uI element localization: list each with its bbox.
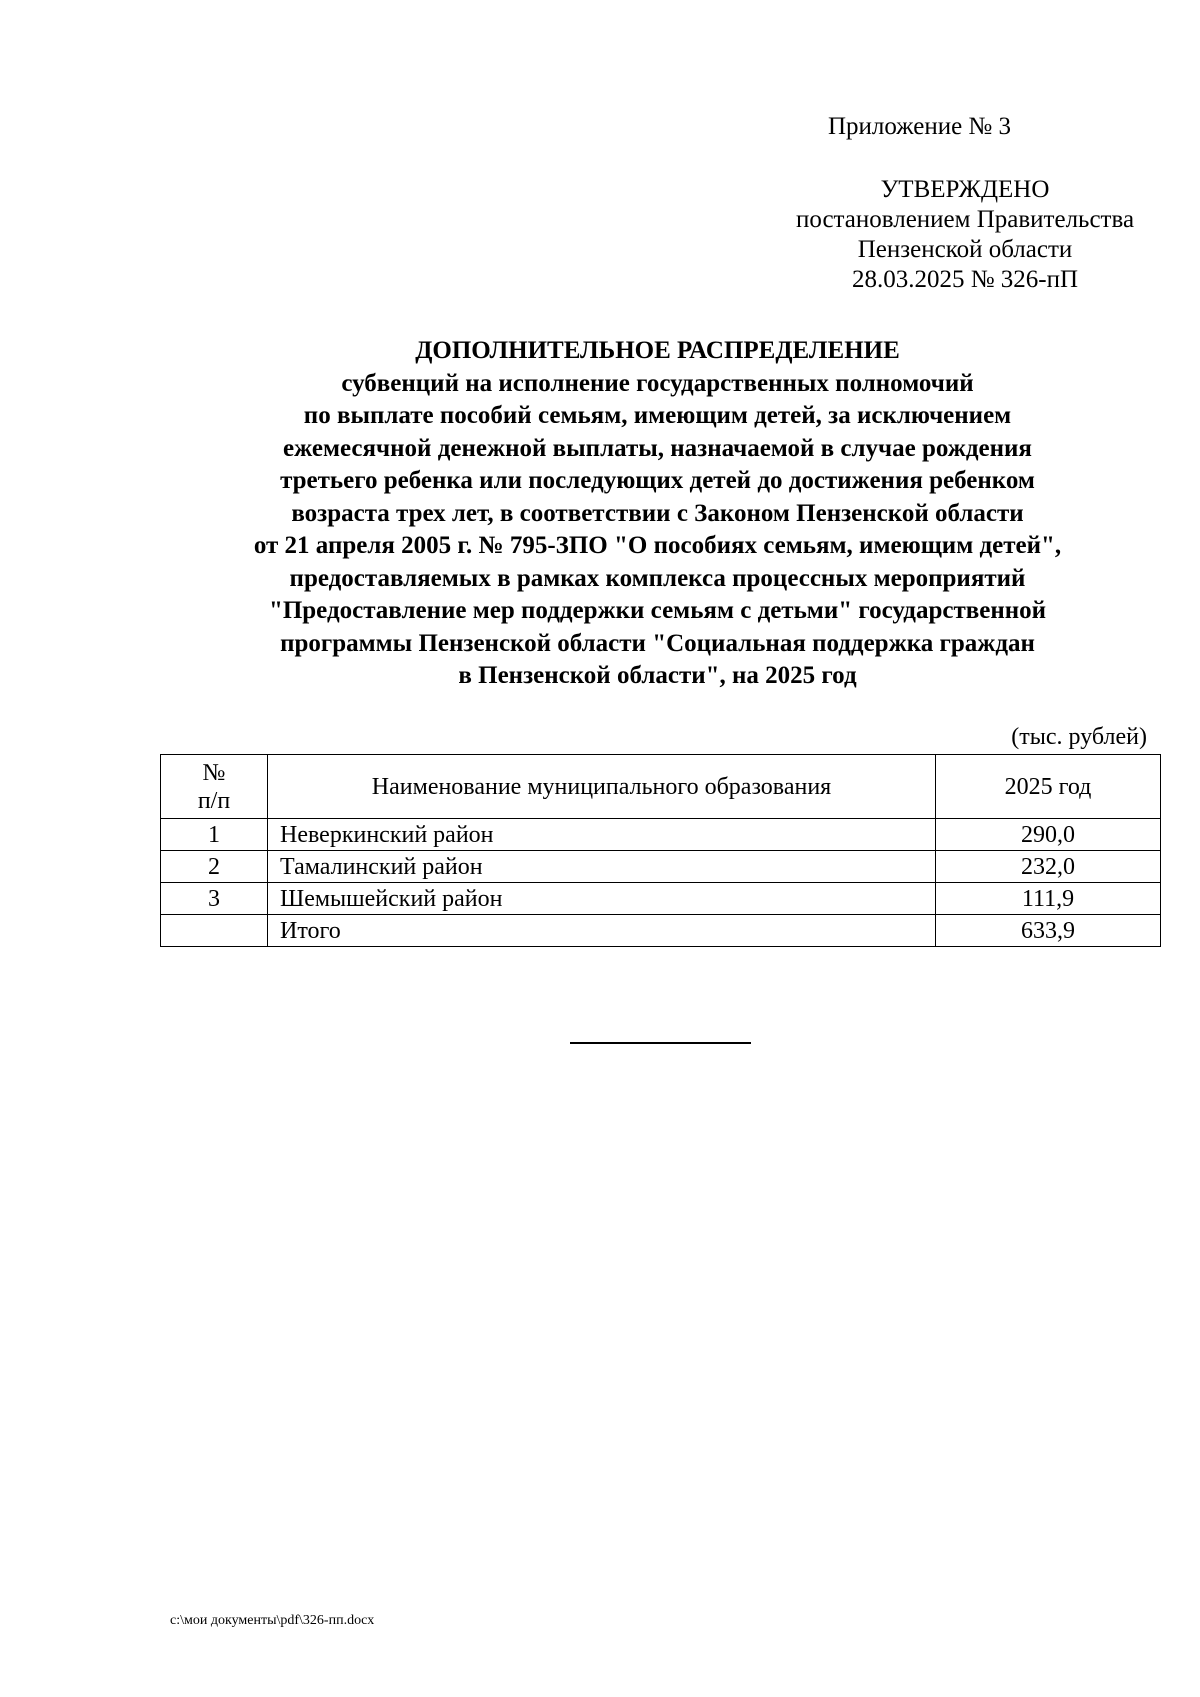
header-value: 2025 год: [936, 755, 1161, 819]
units-label: (тыс. рублей): [1011, 724, 1147, 750]
header-num-line-1: №: [202, 759, 226, 786]
title-line: предоставляемых в рамках комплекса процессных мероприятий: [289, 564, 1026, 592]
row-num: 1: [161, 819, 268, 851]
header-num: [161, 755, 268, 819]
document-title: [150, 335, 1165, 693]
distribution-table: [160, 754, 1161, 947]
table-row: [161, 851, 1161, 883]
table-row: [161, 819, 1161, 851]
file-path: c:\мои документы\pdf\326-пп.docx: [170, 1613, 375, 1628]
approval-block: [700, 175, 1200, 295]
row-value: 633,9: [936, 915, 1161, 947]
appendix-label: Приложение № 3: [828, 113, 1012, 140]
table-header-row: [161, 755, 1161, 819]
header-num-line-2: п/п: [197, 787, 231, 814]
title-line: субвенций на исполнение государственных полномочий: [341, 369, 974, 397]
approved-stamp: УТВЕРЖДЕНО: [880, 176, 1050, 203]
title-line: программы Пензенской области "Социальная поддержка граждан: [280, 629, 1035, 657]
approved-by-line-1: постановлением Правительства: [795, 206, 1135, 233]
row-value: 232,0: [936, 851, 1161, 883]
row-name: Неверкинский район: [268, 819, 936, 851]
title-line: по выплате пособий семьям, имеющим детей, за исключением: [303, 402, 1012, 429]
approved-by-line-2: Пензенской области: [857, 236, 1073, 263]
title-line: от 21 апреля 2005 г. № 795-ЗПО "О пособиях семьям, имеющим детей",: [253, 532, 1062, 559]
row-num: 3: [161, 883, 268, 915]
closing-divider: [570, 1042, 751, 1044]
row-num: 2: [161, 851, 268, 883]
row-value: 111,9: [936, 883, 1161, 915]
table-total-row: [161, 915, 1161, 947]
row-value: 290,0: [936, 819, 1161, 851]
title-line: в Пензенской области", на 2025 год: [458, 662, 857, 689]
table-row: [161, 883, 1161, 915]
title-line: третьего ребенка или последующих детей до достижения ребенком: [280, 467, 1035, 494]
title-line: возраста трех лет, в соответствии с Законом Пензенской области: [291, 499, 1024, 527]
row-name: Итого: [268, 915, 936, 947]
row-name: Шемышейский район: [268, 883, 936, 915]
title-line: "Предоставление мер поддержки семьям с детьми" государственной: [268, 597, 1047, 624]
title-line: ежемесячной денежной выплаты, назначаемой в случае рождения: [283, 434, 1032, 462]
row-num: [161, 915, 268, 947]
approved-date: 28.03.2025 № 326-пП: [851, 266, 1079, 293]
row-name: Тамалинский район: [268, 851, 936, 883]
header-name: Наименование муниципального образования: [268, 755, 936, 819]
title-line: ДОПОЛНИТЕЛЬНОЕ РАСПРЕДЕЛЕНИЕ: [415, 337, 900, 364]
